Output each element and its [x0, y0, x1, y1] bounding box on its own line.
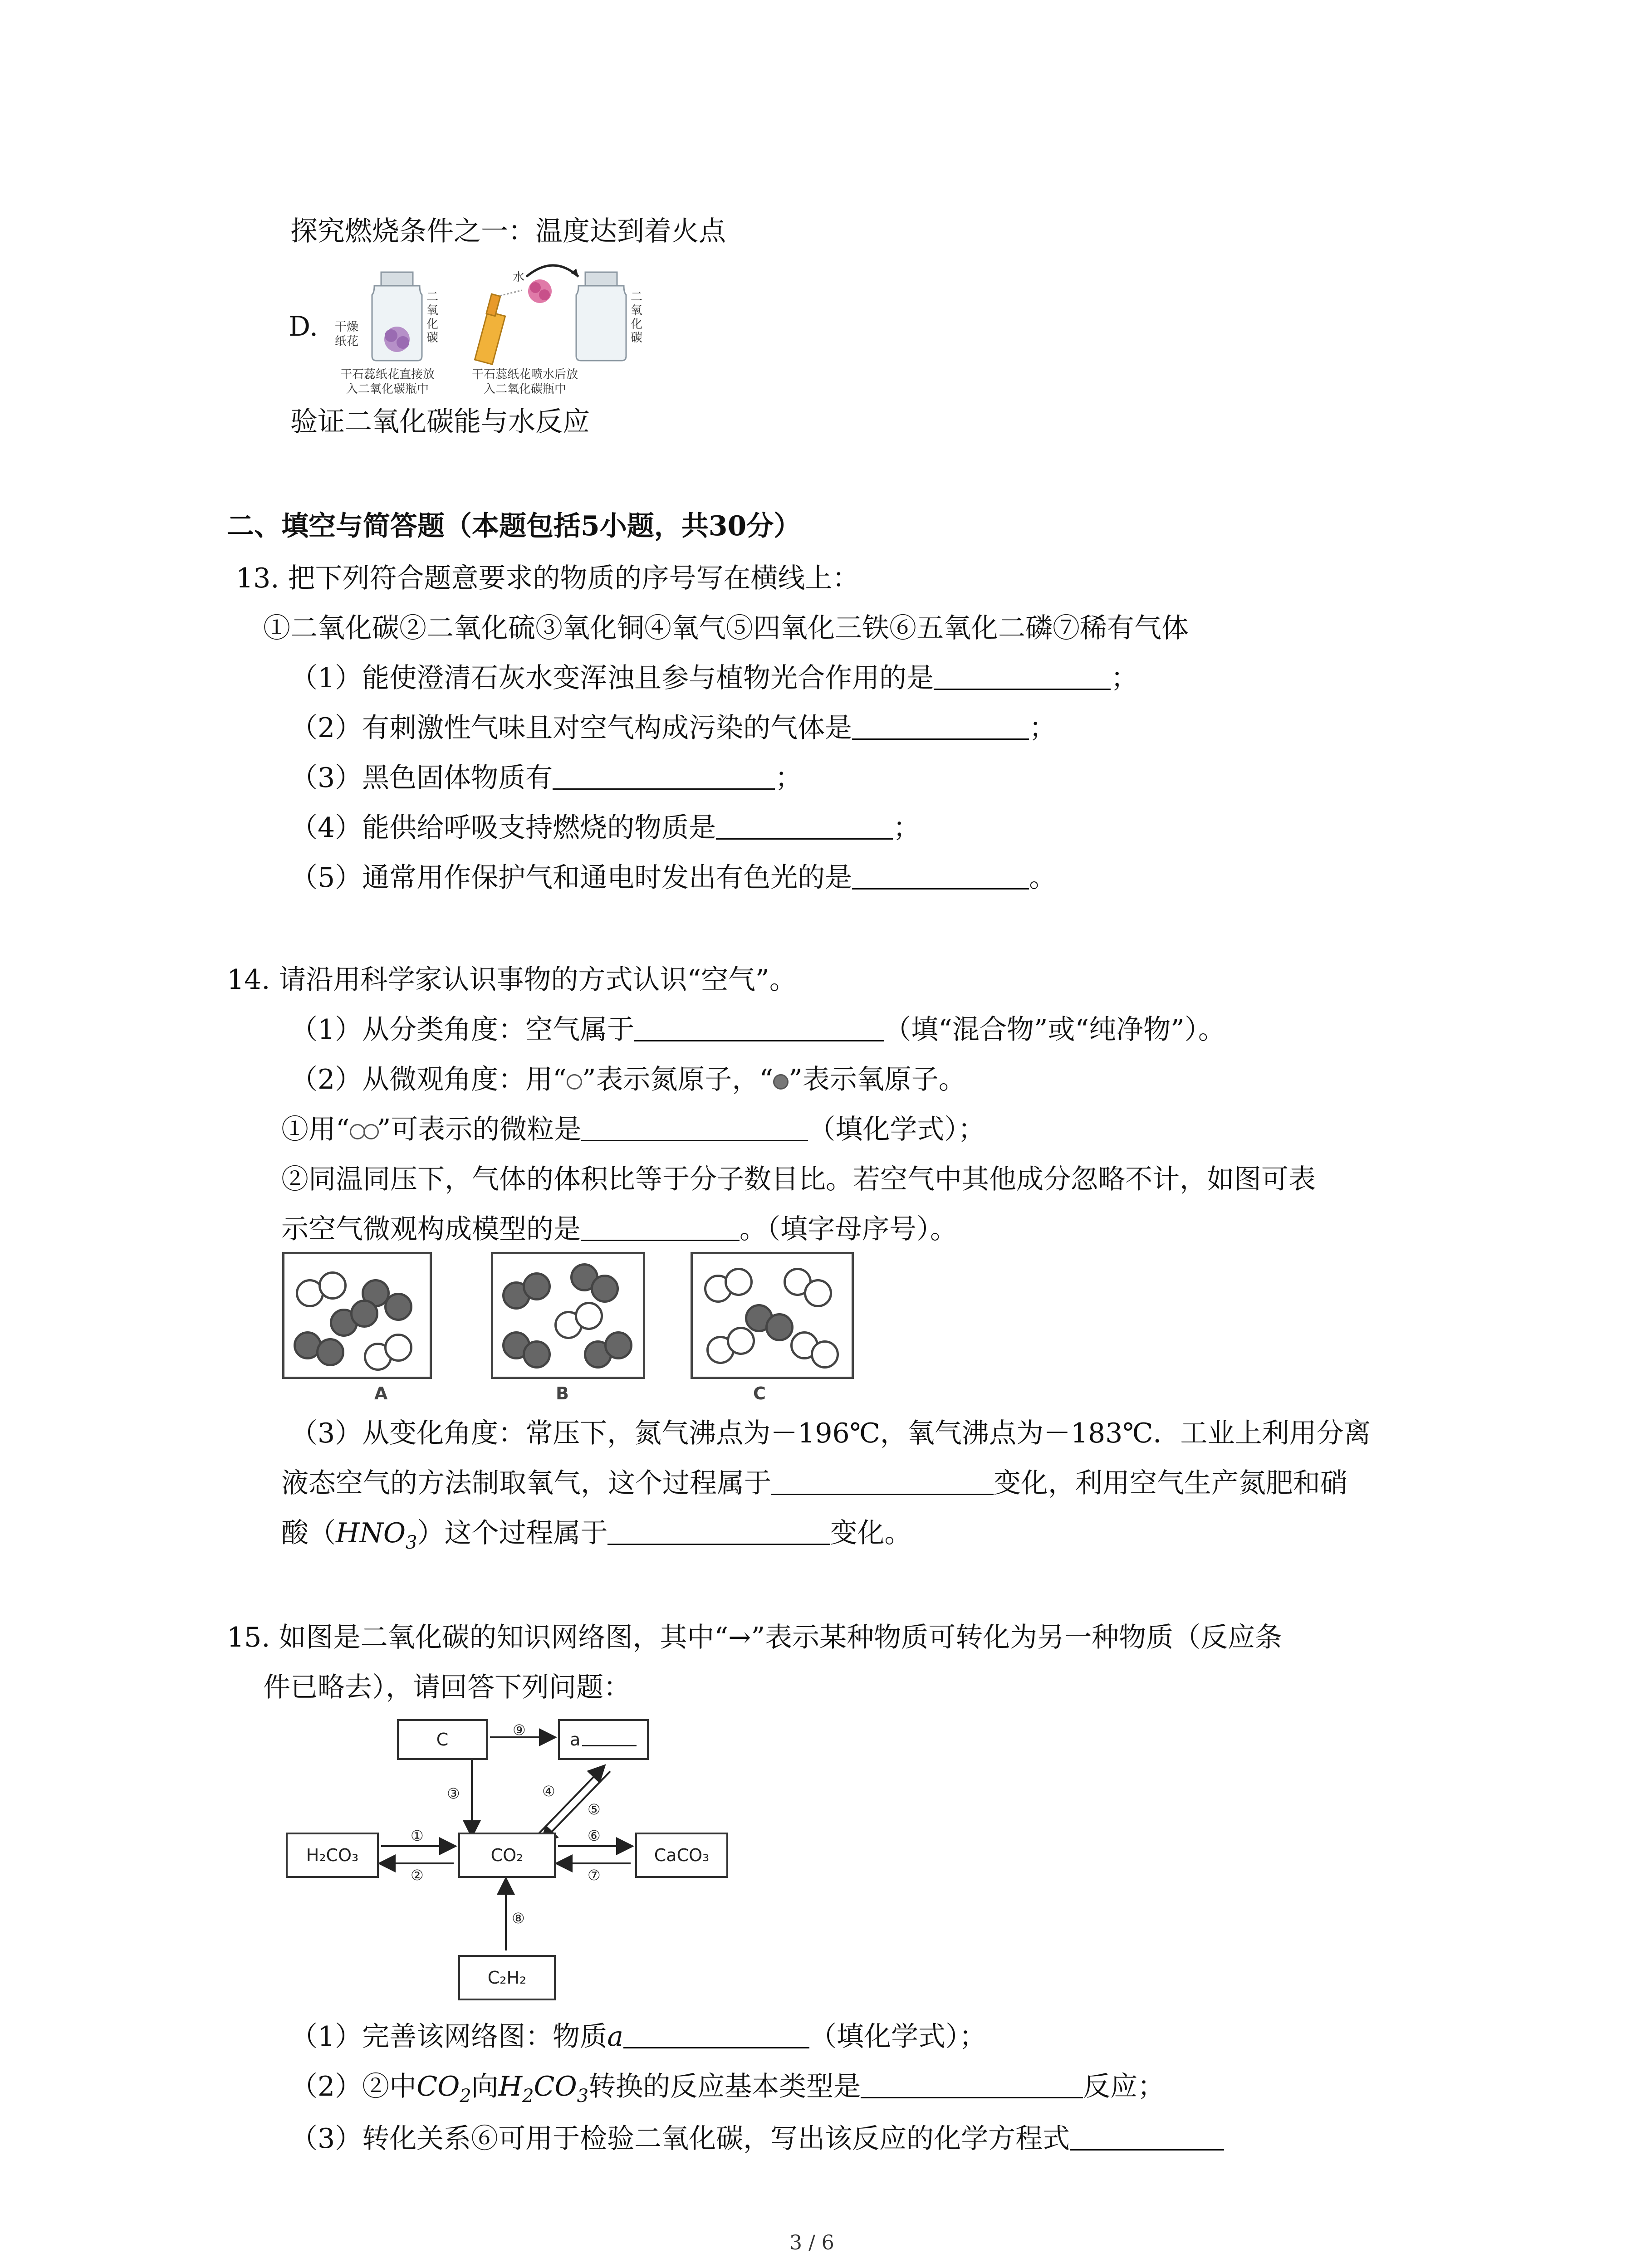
node-h2co3: H₂CO₃ — [286, 1833, 379, 1878]
q13-part3 — [290, 760, 802, 796]
q13-part1-text: （1）能使澄清石灰水变浑浊且参与植物光合作用的是 — [290, 662, 934, 694]
model-label-a: A — [374, 1383, 388, 1403]
q14-blank-5[interactable] — [607, 1516, 830, 1545]
q14-part2 — [290, 1061, 966, 1098]
q14-part3-line3 — [281, 1515, 911, 1561]
hno3-formula: HNO — [336, 1517, 406, 1549]
q13-part2-text: （2）有刺激性气味且对空气构成污染的气体是 — [290, 712, 852, 744]
q14-part1-text: （1）从分类角度：空气属于 — [290, 1014, 635, 1046]
q13-blank-2[interactable] — [852, 711, 1029, 740]
q15-part1-text: （1）完善该网络图：物质 — [290, 2021, 607, 2053]
n-atom — [384, 1334, 412, 1362]
q13-part2 — [290, 710, 1056, 746]
page-number: 3 / 6 — [789, 2231, 834, 2254]
q13-part5-end: 。 — [1029, 862, 1057, 894]
q15-stem-line1: 15. 如图是二氧化碳的知识网络图，其中“→”表示某种物质可转化为另一种物质（反应条 — [227, 1622, 1283, 1653]
q15-part1 — [290, 2019, 986, 2055]
option-c-caption: 探究燃烧条件之一：温度达到着火点 — [290, 215, 726, 247]
node-a — [558, 1719, 649, 1760]
label-3: ③ — [447, 1785, 460, 1802]
hno3-sub: 3 — [406, 1532, 417, 1553]
n-atom — [727, 1327, 755, 1355]
o-atom — [765, 1313, 794, 1341]
oxygen-atom-icon — [773, 1074, 789, 1090]
q14-part3-line3-end: 变化。 — [830, 1517, 912, 1549]
label-8: ⑧ — [512, 1910, 525, 1927]
q14-sub1-end: （填化学式）； — [808, 1114, 985, 1145]
o-atom — [350, 1300, 378, 1328]
q13-part4 — [290, 810, 920, 846]
o-atom — [316, 1338, 344, 1366]
q13-part4-end: ； — [893, 812, 921, 844]
q13-blank-4[interactable] — [716, 811, 893, 840]
model-box-b — [491, 1252, 645, 1379]
n-atom — [811, 1340, 839, 1369]
dry-flower-label: 干燥 纸花 — [335, 320, 359, 348]
q14-blank-2[interactable] — [581, 1113, 808, 1141]
h2co3-h-sub: 2 — [522, 2086, 534, 2107]
q15-blank-3[interactable] — [1070, 2122, 1224, 2151]
nitrogen-atom-icon — [567, 1074, 582, 1090]
n-atom — [575, 1302, 603, 1330]
q14-sub2-text: 示空气微观构成模型的是 — [281, 1213, 581, 1245]
label-1: ① — [411, 1827, 424, 1844]
label-9: ⑨ — [513, 1721, 526, 1739]
q13-part2-end: ； — [1029, 712, 1057, 744]
label-7: ⑦ — [588, 1867, 601, 1884]
q15-part1-end: （填化学式）； — [809, 2021, 986, 2053]
q14-sub1 — [281, 1111, 985, 1149]
q15-part1-var: a — [607, 2021, 623, 2053]
q14-part1-end: （填“混合物”或“纯净物”）。 — [884, 1014, 1225, 1046]
section-title: 二、填空与简答题（本题包括5小题，共30分） — [227, 510, 801, 542]
q15-part2-b: 向 — [471, 2071, 499, 2102]
q14-sub2-line2 — [281, 1211, 957, 1247]
o-atom — [523, 1272, 551, 1300]
co2-formula: CO — [416, 2071, 460, 2102]
q13-options: ①二氧化碳②二氧化硫③氧化铜④氧气⑤四氧化三铁⑥五氧化二磷⑦稀有气体 — [263, 612, 1189, 644]
caption-right: 干石蕊纸花喷水后放 入二氧化碳瓶中 — [472, 368, 578, 396]
model-box-c — [691, 1252, 854, 1379]
q15-stem-line2: 件已略去），请回答下列问题： — [263, 1672, 631, 1703]
o-atom — [604, 1331, 632, 1359]
q15-part2-a: （2）②中 — [290, 2071, 417, 2102]
n-atom — [318, 1271, 347, 1300]
option-d-letter: D. — [289, 311, 318, 342]
q13-part3-text: （3）黑色固体物质有 — [290, 762, 553, 794]
o-atom — [591, 1275, 619, 1303]
q14-sub2-line1: ②同温同压下，气体的体积比等于分子数目比。若空气中其他成分忽略不计，如图可表 — [281, 1163, 1316, 1195]
q14-blank-3[interactable] — [581, 1212, 740, 1241]
node-caco3: CaCO₃ — [635, 1833, 728, 1878]
q13-part1 — [290, 660, 1138, 696]
q13-part3-end: ； — [775, 762, 803, 794]
co2-network-diagram — [272, 1710, 749, 2019]
co2-sub: 2 — [460, 2086, 471, 2107]
q13-part5-text: （5）通常用作保护气和通电时发出有色光的是 — [290, 862, 852, 894]
co2-label-left: 二 氧 化 碳 — [426, 290, 439, 345]
node-a-blank — [582, 1733, 637, 1746]
label-6: ⑥ — [588, 1827, 601, 1844]
q14-part3-line3-b: ）这个过程属于 — [417, 1517, 608, 1549]
n-atom — [804, 1279, 832, 1307]
node-c: C — [397, 1719, 488, 1760]
q15-part2-c: 转换的反应基本类型是 — [588, 2071, 861, 2102]
q14-part2-c: ”表示氧原子。 — [789, 1064, 966, 1095]
q13-blank-1[interactable] — [934, 661, 1111, 690]
label-4: ④ — [542, 1783, 555, 1800]
n-atom — [725, 1268, 753, 1296]
q15-blank-2[interactable] — [861, 2070, 1083, 2098]
model-label-c: C — [753, 1383, 766, 1403]
q15-part2 — [290, 2068, 1165, 2114]
water-label: 水 — [513, 270, 525, 284]
node-a-label: a — [570, 1730, 581, 1750]
h2co3-co: CO — [534, 2071, 577, 2102]
nitrogen-molecule-icon — [350, 1112, 377, 1149]
q13-part1-end: ； — [1111, 662, 1138, 694]
q13-part4-text: （4）能供给呼吸支持燃烧的物质是 — [290, 812, 716, 844]
q14-part1 — [290, 1012, 1225, 1048]
q14-sub2-end: 。（填字母序号）。 — [740, 1213, 957, 1245]
label-2: ② — [411, 1867, 424, 1884]
h2co3-h: H — [498, 2071, 523, 2102]
q13-blank-5[interactable] — [852, 861, 1029, 890]
q13-part5 — [290, 860, 1056, 896]
q15-part3 — [290, 2121, 1224, 2157]
model-box-a — [282, 1252, 432, 1379]
q14-part3-line2-b: 变化，利用空气生产氮肥和硝 — [994, 1467, 1347, 1499]
caption-left: 干石蕊纸花直接放 入二氧化碳瓶中 — [340, 368, 435, 396]
q14-stem: 14. 请沿用科学家认识事物的方式认识“空气”。 — [227, 964, 797, 996]
node-co2: CO₂ — [458, 1833, 556, 1878]
q14-part3-line2 — [281, 1465, 1347, 1501]
o-atom — [523, 1340, 551, 1369]
q15-blank-1[interactable] — [623, 2020, 809, 2048]
label-5: ⑤ — [588, 1801, 601, 1818]
h2co3-co-sub: 3 — [577, 2086, 589, 2107]
q14-sub1-b: ”可表示的微粒是 — [377, 1114, 582, 1145]
option-d-caption: 验证二氧化碳能与水反应 — [290, 406, 590, 438]
co2-experiment-figure — [331, 259, 658, 408]
q14-blank-4[interactable] — [771, 1466, 994, 1495]
q14-blank-1[interactable] — [634, 1013, 884, 1041]
q14-part3-line1: （3）从变化角度：常压下，氮气沸点为－196℃，氧气沸点为－183℃．工业上利用分离 — [290, 1418, 1371, 1449]
q15-part3-text: （3）转化关系⑥可用于检验二氧化碳，写出该反应的化学方程式 — [290, 2123, 1070, 2155]
o-atom — [384, 1293, 412, 1321]
q14-sub1-a: ①用“ — [281, 1114, 350, 1145]
q13-stem: 13. 把下列符合题意要求的物质的序号写在横线上： — [236, 562, 860, 594]
q14-part2-a: （2）从微观角度：用“ — [290, 1064, 567, 1095]
node-c2h2: C₂H₂ — [458, 1955, 556, 2000]
q13-blank-3[interactable] — [553, 761, 775, 790]
q14-part2-b: ”表示氮原子，“ — [582, 1064, 774, 1095]
co2-label-right: 二 氧 化 碳 — [631, 290, 643, 345]
model-label-b: B — [556, 1383, 569, 1403]
q15-part2-end: 反应； — [1083, 2071, 1165, 2102]
q14-part3-line2-a: 液态空气的方法制取氧气，这个过程属于 — [281, 1467, 771, 1499]
q14-part3-line3-a: 酸（ — [281, 1517, 336, 1549]
